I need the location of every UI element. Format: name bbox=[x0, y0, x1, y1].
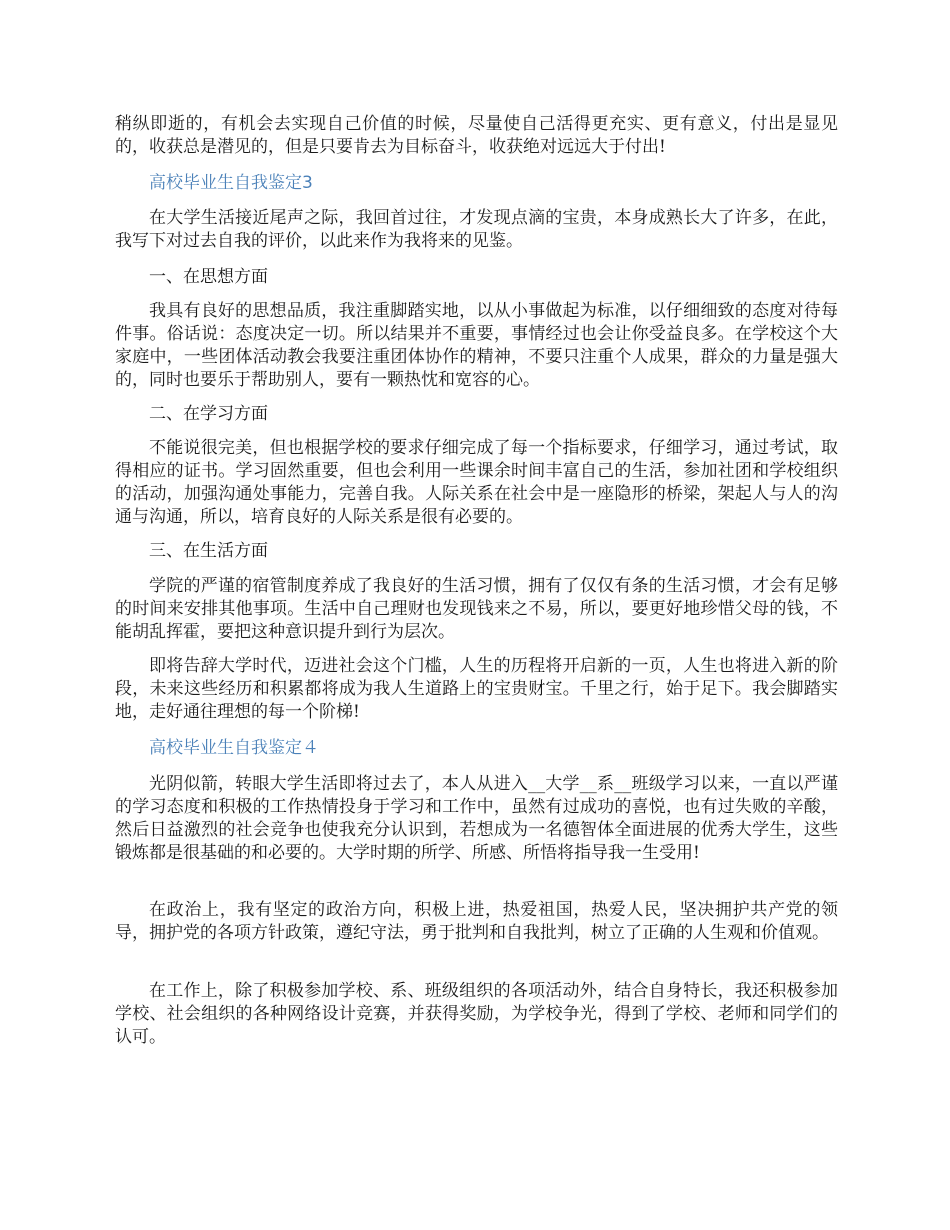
section-4-paragraph-1: 光阴似箭，转眼大学生活即将过去了，本人从进入__大学__系__班级学习以来，一直以严谨的学习态度和积极的工作热情投身于学习和工作中，虽然有过成功的喜悦，也有过失败的辛酸，然后日益激烈的社会竞争也使我充分认识到，若想成为一名德智体全面进展的优秀大学生，这些锻炼都是很基础的和必要的。大学时期的所学、所感、所悟将指导我一生受用! bbox=[115, 774, 838, 863]
section-3-paragraph-2: 我具有良好的思想品质，我注重脚踏实地，以从小事做起为标准，以仔细细致的态度对待每件事。俗话说：态度决定一切。所以结果并不重要，事情经过也会让你受益良多。在学校这个大家庭中，一些团体活动教会我要注重团体协作的精神，不要只注重个人成果，群众的力量是强大的，同时也要乐于帮助别人，要有一颗热忱和宽容的心。 bbox=[115, 301, 838, 390]
section-3-paragraph-1: 在大学生活接近尾声之际，我回首过往，才发现点滴的宝贵，本身成熟长大了许多，在此，我写下对过去自我的评价，以此来作为我将来的见鉴。 bbox=[115, 208, 838, 251]
intro-paragraph: 稍纵即逝的，有机会去实现自己价值的时候，尽量使自己活得更充实、更有意义，付出是显见的，收获总是潜见的，但是只要肯去为目标奋斗，收获绝对远远大于付出! bbox=[115, 114, 838, 157]
section-3-paragraph-4: 学院的严谨的宿管制度养成了我良好的生活习惯，拥有了仅仅有条的生活习惯，才会有足够的时间来安排其他事项。生活中自己理财也发现钱来之不易，所以，要更好地珍惜父母的钱，不能胡乱挥霍，要把这种意识提升到行为层次。 bbox=[115, 576, 838, 642]
section-3-title: 高校毕业生自我鉴定3 bbox=[149, 173, 313, 193]
section-3-subheading-life: 三、在生活方面 bbox=[149, 541, 268, 561]
section-4-title: 高校毕业生自我鉴定４ bbox=[149, 738, 319, 758]
section-3-subheading-thought: 一、在思想方面 bbox=[149, 267, 268, 287]
section-3-paragraph-3: 不能说很完美，但也根据学校的要求仔细完成了每一个指标要求，仔细学习，通过考试，取得相应的证书。学习固然重要，但也会利用一些课余时间丰富自己的生活，参加社团和学校组织的活动，加强沟通处事能力，完善自我。人际关系在社会中是一座隐形的桥梁，架起人与人的沟通与沟通，所以，培育良好的人际关系是很有必要的。 bbox=[115, 438, 838, 527]
section-4-paragraph-3: 在工作上，除了积极参加学校、系、班级组织的各项活动外，结合自身特长，我还积极参加学校、社会组织的各种网络设计竞赛，并获得奖励，为学校争光，得到了学校、老师和同学们的认可。 bbox=[115, 981, 838, 1047]
section-3-subheading-study: 二、在学习方面 bbox=[149, 404, 268, 424]
section-4-paragraph-2: 在政治上，我有坚定的政治方向，积极上进，热爱祖国，热爱人民，坚决拥护共产党的领导，拥护党的各项方针政策，遵纪守法，勇于批判和自我批判，树立了正确的人生观和价值观。 bbox=[115, 900, 838, 943]
section-3-paragraph-5: 即将告辞大学时代，迈进社会这个门槛，人生的历程将开启新的一页，人生也将进入新的阶段，未来这些经历和积累都将成为我人生道路上的宝贵财宝。千里之行，始于足下。我会脚踏实地，走好通往理想的每一个阶梯! bbox=[115, 656, 838, 722]
